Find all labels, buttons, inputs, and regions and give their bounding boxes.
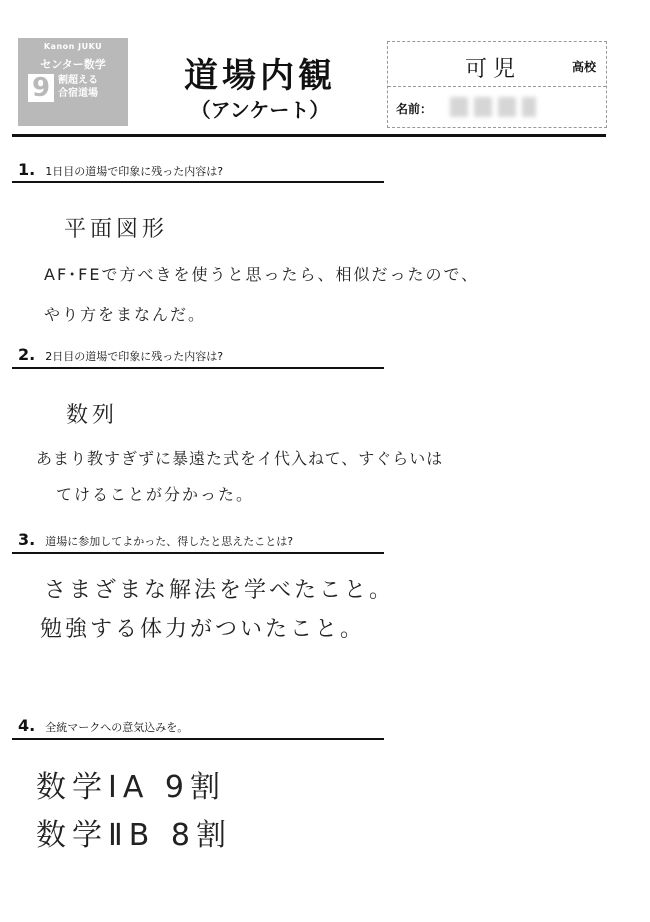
answer-line: やり方をまなんだ。 [44,305,207,324]
question-rule [12,552,384,554]
question-rule [12,367,384,369]
info-divider [388,86,606,87]
answer-line: 数学ⅡB 8割 [36,818,232,853]
name-label: 名前： [396,102,433,116]
question-1 [18,160,388,179]
logo [18,38,128,126]
question-text: 道場に参加してよかった、得したと思えたことは? [45,535,294,548]
answer-line: さまざまな解法を学べたこと。 [44,578,395,603]
answer-line: 勉強する体力がついたこと。 [40,617,366,642]
question-number: 2. [18,345,36,364]
school-name-handwritten: 可児 [464,57,521,82]
answer-line: てけることが分かった。 [56,485,255,504]
logo-nine-text [58,75,98,100]
question-number: 3. [18,530,36,549]
answer-line: あまり教すぎずに暴遠た式をイ代入ねて、すぐらいは [36,449,444,468]
question-3 [18,530,388,549]
logo-line3: 合宿道場 [58,87,98,99]
question-text: 全統マークへの意気込みを。 [45,721,189,734]
answer-line: 数列 [66,403,119,428]
logo-line2: 割超える [58,75,98,87]
name-redacted [450,97,536,117]
logo-brand: Kanon JUKU [43,42,103,51]
logo-line1: センター数学 [40,57,106,71]
answer-line: 数学ⅠA 9割 [36,770,226,805]
question-rule [12,738,384,740]
answer-line: 平面図形 [64,217,169,242]
student-info-box [387,41,607,128]
question-text: 2日目の道場で印象に残った内容は? [45,350,224,363]
page-title: 道場内観 [184,56,336,96]
answer-line: AF･FEで方べきを使うと思ったら、相似だったので、 [44,265,480,284]
question-rule [12,181,384,183]
question-4 [18,716,388,735]
question-text: 1日目の道場で印象に残った内容は? [45,165,224,178]
page-subtitle: （アンケート） [190,98,330,122]
question-number: 1. [18,160,36,179]
question-number: 4. [18,716,36,735]
question-2 [18,345,388,364]
header-rule [12,134,606,137]
logo-nine-row [28,74,122,102]
school-label: 高校 [571,60,596,74]
logo-nine: 9 [28,74,54,102]
